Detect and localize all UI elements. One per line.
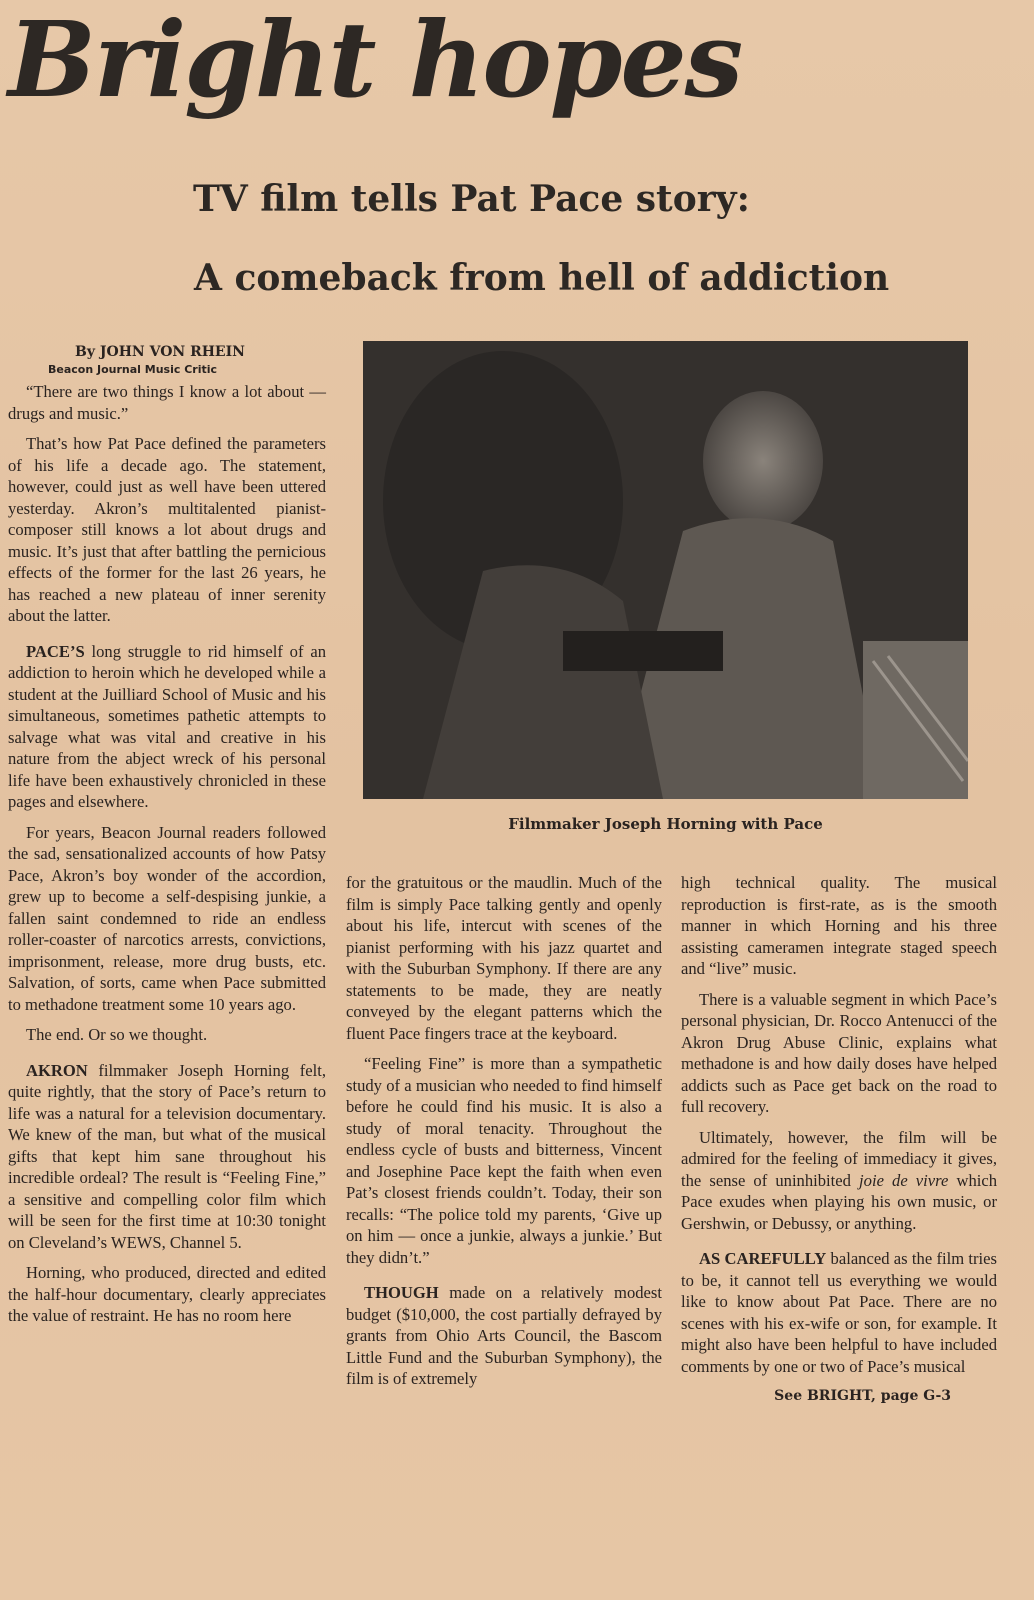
subheadline-line-1: TV film tells Pat Pace story: <box>193 178 750 220</box>
paragraph: for the gratuitous or the maudlin. Much of the film is simply Pace talking gently and openly about his life, intercut with scenes of the pianist performing with his jazz quartet and with the Suburban Symphony. If there are any statements to be made, they are neatly conveyed by the elegant patterns which the fluent Pace fingers trace at the keyboard. <box>346 873 662 1043</box>
paragraph: There is a valuable segment in which Pace’s personal physician, Dr. Rocco Antenucci of the Akron Drug Abuse Clinic, explains what methadone is and how daily doses have helped addicts such as Pace get back on the road to full recovery. <box>681 989 997 1116</box>
paragraph: Horning, who produced, directed and edited the half-hour documentary, clearly appreciates the value of restraint. He has no room here <box>8 1263 326 1325</box>
paragraph-lead-in: AS CAREFULLY <box>699 1249 827 1268</box>
paragraph: “Feeling Fine” is more than a sympathetic study of a musician who needed to find himself before he could find his music. It is also a study of moral tenacity. Throughout the endless cycle of busts and bitterness, Vincent and Josephine Pace kept the faith when even Pat’s closest friends couldn’t. Today, their son recalls: “The police told my parents, ‘Give up on him — once a junkie, always a junkie.’ But they didn’t.” <box>346 1054 662 1267</box>
paragraph <box>346 1282 662 1390</box>
paragraph-lead-in: THOUGH <box>364 1283 439 1302</box>
paragraph <box>681 1127 997 1235</box>
paragraph <box>8 641 326 813</box>
paragraph-text: filmmaker Joseph Horning felt, quite rightly, that the story of Pace’s return to life was a natural for a television documentary. We knew of the man, but what of the musical gifts that kept him sane throughout his incredible ordeal? The result is “Feeling Fine,” a sensitive and compelling color film which will be seen for the first time at 10:30 tonight on Cleveland’s WEWS, Channel 5. <box>8 1060 326 1252</box>
paragraph <box>681 1248 997 1377</box>
paragraph-italic-phrase: joie de vivre <box>859 1170 949 1190</box>
continuation-jump-line: See BRIGHT, page G-3 <box>774 1388 951 1404</box>
article-column-2 <box>346 872 662 1399</box>
headline: Bright hopes <box>8 0 742 121</box>
paragraph-text: Ultimately, however, the film will be admired for the feeling of immediacy it gives, the sense of uninhibited <box>681 1127 997 1190</box>
paragraph <box>8 1060 326 1254</box>
article-column-3 <box>681 872 997 1417</box>
photo-image <box>363 341 968 799</box>
paragraph-text: balanced as the film tries to be, it cannot tell us everything we would like to know about Pat Pace. There are no scenes with his ex-wife or son, for example. It might also have been helpful to have included comments by one or two of Pace’s musical <box>681 1249 997 1376</box>
article-column-1 <box>8 381 326 1336</box>
article-photo <box>363 341 968 799</box>
paragraph-text: which Pace exudes when playing his own music, or Gershwin, or Debussy, or anything. <box>681 1170 998 1233</box>
paragraph-lead-in: PACE’S <box>26 641 85 661</box>
paragraph-text: made on a relatively modest budget ($10,000, the cost partially defrayed by grants from Ohio Arts Council, the Bascom Little Fund and the Suburban Symphony), the film is of extremely <box>346 1283 662 1388</box>
paragraph: “There are two things I know a lot about — drugs and music.” <box>8 382 326 423</box>
paragraph: For years, Beacon Journal readers followed the sad, sensationalized accounts of how Patsy Pace, Akron’s boy wonder of the accordion, grew up to become a self-despising junkie, a fallen saint condemned to ride an endless roller-coaster of narcotics arrests, convictions, imprisonment, release, more drug busts, etc. Salvation, of sorts, came when Pace submitted to methadone treatment some 10 years ago. <box>8 822 326 1014</box>
subheadline-line-2: A comeback from hell of addiction <box>194 257 890 299</box>
paragraph: high technical quality. The musical reproduction is first-rate, as is the smooth manner in which Horning and his three assisting cameramen integrate staged speech and “live” music. <box>681 873 997 978</box>
paragraph-lead-in: AKRON <box>26 1060 88 1080</box>
paragraph: That’s how Pat Pace defined the parameters of his life a decade ago. The statement, however, could just as well have been uttered yesterday. Akron’s multitalented pianist-composer still knows a lot about drugs and music. It’s just that after battling the pernicious effects of the former for the last 26 years, he has reached a new plateau of inner serenity about the latter. <box>8 434 326 625</box>
photo-caption: Filmmaker Joseph Horning with Pace <box>508 815 823 833</box>
byline-author: By JOHN VON RHEIN <box>75 344 245 360</box>
paragraph-text: long struggle to rid himself of an addiction to heroin which he developed while a student at the Juilliard School of Music and his simultaneous, sometimes pathetic attempts to salvage what was vital and creative in his nature from the abject wreck of his personal life have been exhaustively chronicled in these pages and elsewhere. <box>8 641 326 811</box>
paragraph: The end. Or so we thought. <box>26 1025 208 1044</box>
byline-block <box>8 342 330 378</box>
byline-title: Beacon Journal Music Critic <box>48 363 218 376</box>
